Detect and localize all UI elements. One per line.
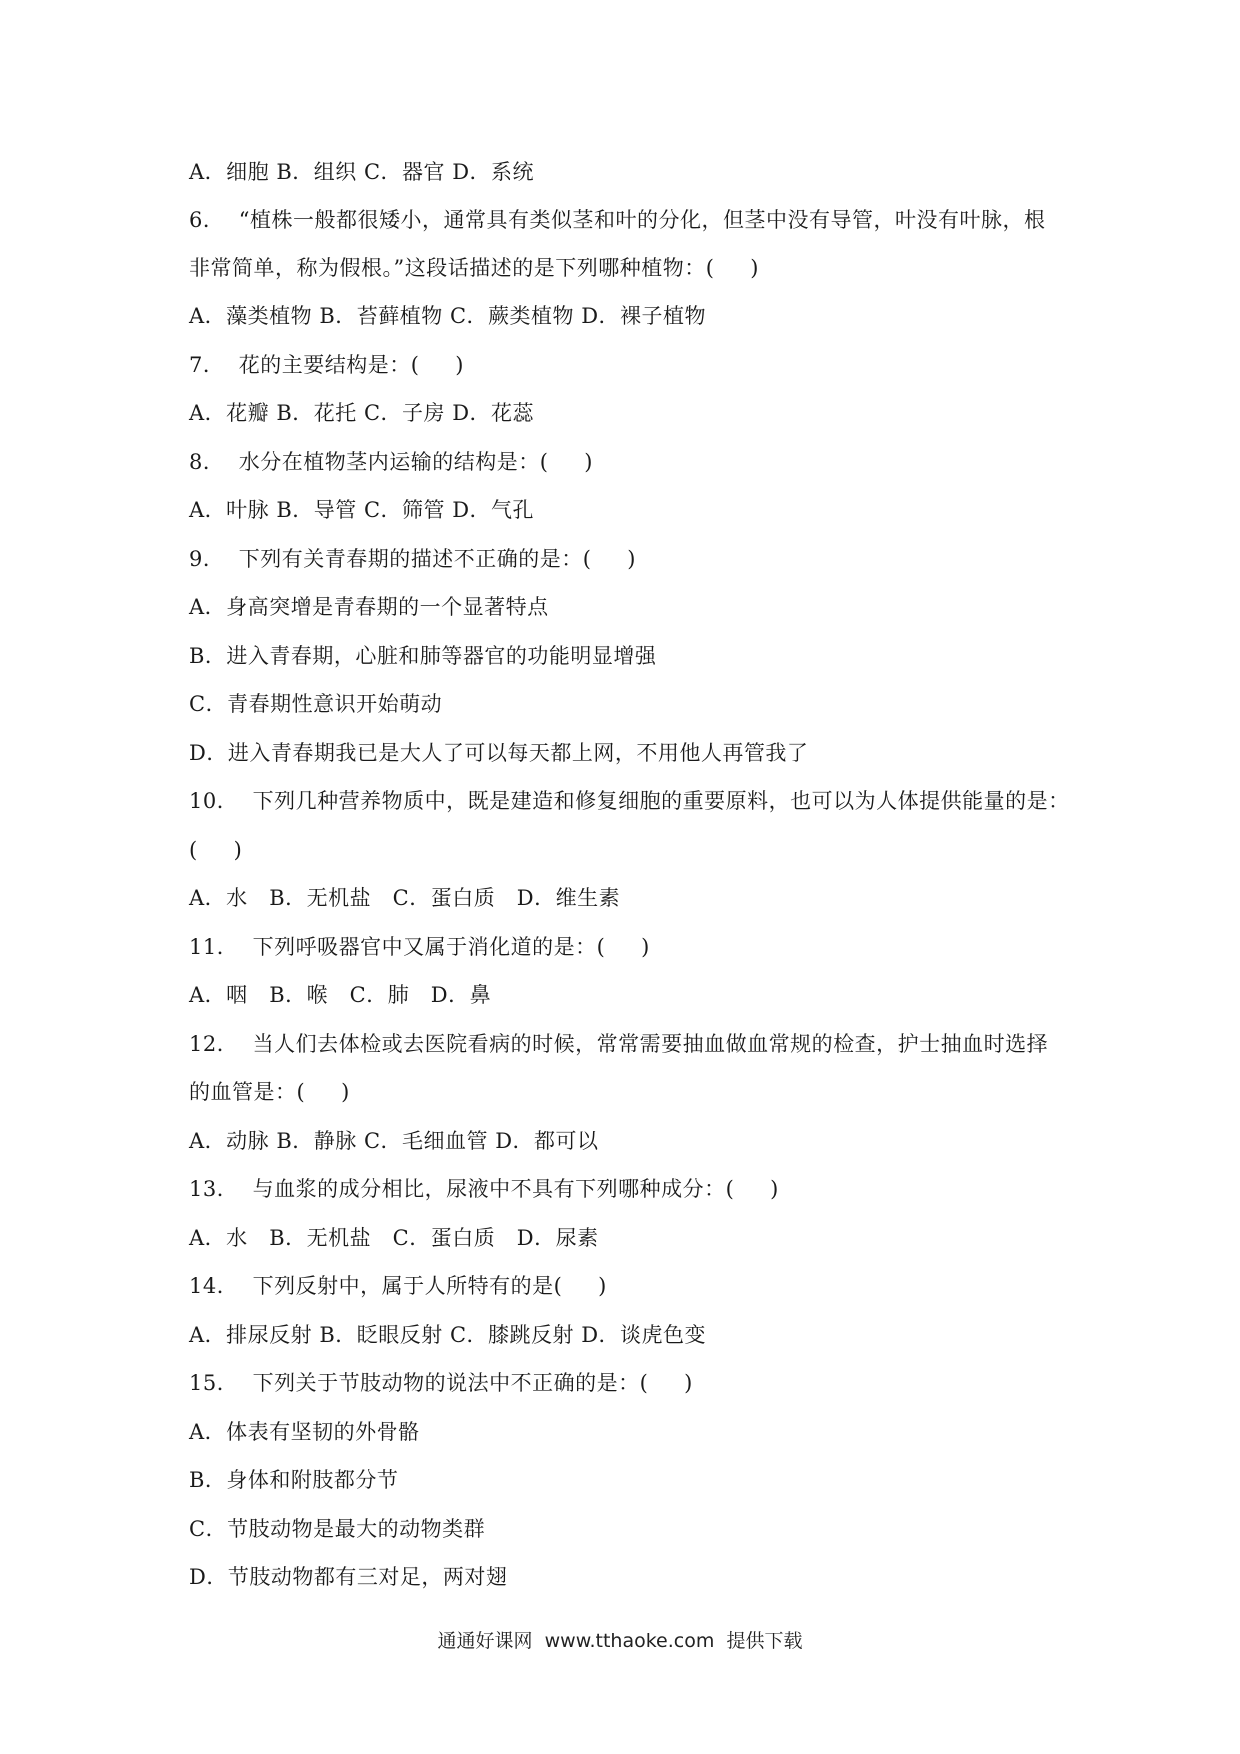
option-q9-b: B．进入青春期，心脏和肺等器官的功能明显增强: [189, 644, 657, 668]
question-7-text: 7． 花的主要结构是：( ): [189, 353, 464, 377]
option-line-q14: A．排尿反射 B．眨眼反射 C．膝跳反射 D．谈虎色变: [189, 1323, 707, 1347]
option-q15-a: A．体表有坚韧的外骨骼: [189, 1420, 420, 1444]
option-line-q7: A．花瓣 B．花托 C．子房 D．花蕊: [189, 401, 535, 425]
question-6-text: 6． “植株一般都很矮小，通常具有类似茎和叶的分化，但茎中没有导管，叶没有叶脉，根: [189, 208, 1046, 232]
option-line-q10: A．水 B．无机盐 C．蛋白质 D．维生素: [189, 886, 621, 910]
question-12-text-cont: 的血管是：( ): [189, 1080, 350, 1104]
option-q15-c: C．节肢动物是最大的动物类群: [189, 1517, 486, 1541]
question-15-text: 15． 下列关于节肢动物的说法中不正确的是：( ): [189, 1371, 693, 1395]
option-line-q12: A．动脉 B．静脉 C．毛细血管 D．都可以: [189, 1129, 599, 1153]
question-10-text-cont: ( ): [189, 838, 243, 862]
option-line-q11: A．咽 B．喉 C．肺 D．鼻: [189, 983, 492, 1007]
option-line-q13: A．水 B．无机盐 C．蛋白质 D．尿素: [189, 1226, 599, 1250]
option-line-q8: A．叶脉 B．导管 C．筛管 D．气孔: [189, 498, 535, 522]
option-q9-a: A．身高突增是青春期的一个显著特点: [189, 595, 549, 619]
question-10-text: 10． 下列几种营养物质中，既是建造和修复细胞的重要原料，也可以为人体提供能量的是：: [189, 789, 1070, 813]
option-line-q5: A．细胞 B．组织 C．器官 D．系统: [189, 160, 535, 184]
question-14-text: 14． 下列反射中，属于人所特有的是( ): [189, 1274, 607, 1298]
option-q15-b: B．身体和附肢都分节: [189, 1468, 399, 1492]
question-8-text: 8． 水分在植物茎内运输的结构是：( ): [189, 450, 593, 474]
question-12-text: 12． 当人们去体检或去医院看病的时候，常常需要抽血做血常规的检查，护士抽血时选择: [189, 1032, 1049, 1056]
option-q9-d: D．进入青春期我已是大人了可以每天都上网，不用他人再管我了: [189, 741, 809, 765]
question-11-text: 11． 下列呼吸器官中又属于消化道的是：( ): [189, 935, 650, 959]
option-q9-c: C．青春期性意识开始萌动: [189, 692, 443, 716]
question-13-text: 13． 与血浆的成分相比，尿液中不具有下列哪种成分：( ): [189, 1177, 779, 1201]
question-9-text: 9． 下列有关青春期的描述不正确的是：( ): [189, 547, 636, 571]
option-q15-d: D．节肢动物都有三对足，两对翅: [189, 1565, 508, 1589]
page-footer: 通通好课网 www.tthaoke.com 提供下载: [437, 1630, 803, 1652]
option-line-q6: A．藻类植物 B．苔藓植物 C．蕨类植物 D．裸子植物: [189, 304, 707, 328]
question-6-text-cont: 非常简单，称为假根。”这段话描述的是下列哪种植物：( ): [189, 256, 759, 280]
